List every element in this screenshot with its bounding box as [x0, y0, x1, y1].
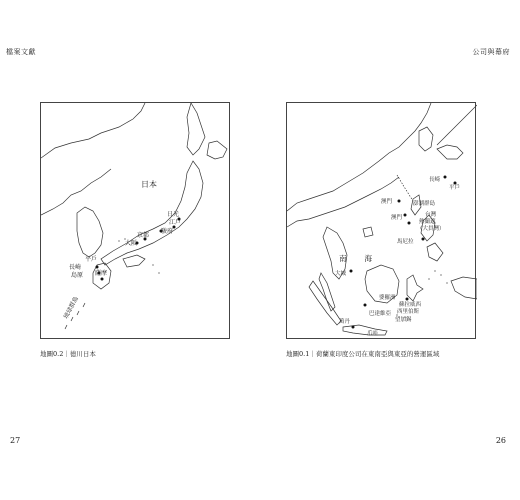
- page-number-right: 26: [495, 436, 506, 445]
- label-java: 爪哇: [367, 331, 379, 337]
- label-makassar: 西里伯斯: [397, 309, 420, 315]
- page-number-left: 27: [10, 436, 21, 445]
- label-hirado: 平戶: [449, 185, 461, 191]
- label-moluccas: 望加錫: [395, 317, 412, 323]
- label-sunpu: 駿府: [161, 228, 174, 235]
- label-south-sea: 南海: [339, 254, 390, 263]
- label-ryukyu: 琉球群島: [62, 295, 81, 320]
- label-batavia: 巴達維亞: [369, 311, 392, 317]
- label-nikko: 日光: [167, 211, 180, 218]
- label-penghu: 澎湖群島: [413, 201, 436, 207]
- label-sulawesi: 蘇拉威西: [399, 302, 422, 308]
- running-header-left: 檔案文獻: [6, 48, 36, 56]
- label-nagasaki: 長崎: [429, 177, 441, 183]
- label-edo: 江戶: [169, 219, 182, 226]
- label-dayuan: （大員灣）: [417, 226, 445, 232]
- map-voc-operations: [286, 102, 476, 339]
- label-japan: 日本: [141, 180, 157, 189]
- label-shimabara: 島原: [71, 272, 84, 279]
- label-macau: 澳門: [381, 199, 393, 205]
- label-satsuma: 薩摩: [95, 270, 108, 277]
- left-map-caption: 地圖0.2｜德川日本: [40, 350, 96, 358]
- label-zeelandia: 熱蘭遮: [419, 219, 436, 225]
- running-header-right: 公司與幕府: [472, 48, 510, 56]
- label-ayutthaya: 大城: [335, 271, 347, 277]
- label-nagasaki: 長崎: [69, 264, 82, 271]
- label-taiwan: 台灣: [425, 212, 437, 218]
- voc-map-graphic: [287, 103, 477, 340]
- label-manila: 馬尼拉: [397, 239, 414, 245]
- label-borneo: 婆羅洲: [379, 295, 396, 301]
- right-map-caption: 地圖0.1｜荷蘭東印度公司在東南亞與東亞的營運區域: [286, 350, 440, 358]
- label-macau-2: 澳門: [391, 215, 403, 221]
- label-kyoto: 京都: [137, 232, 150, 239]
- japan-map-graphic: [41, 103, 231, 340]
- map-tokugawa-japan: [40, 102, 230, 339]
- label-banten: 萬丹: [339, 319, 351, 325]
- label-hirado: 平戶: [85, 256, 98, 263]
- label-osaka: 大阪: [125, 240, 138, 247]
